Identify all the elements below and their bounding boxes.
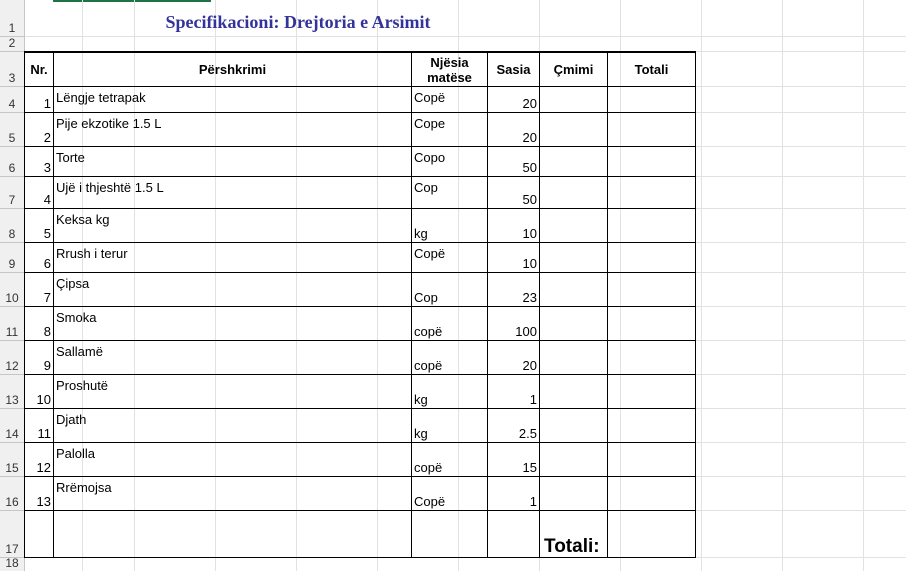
cell-nr[interactable]: 8 bbox=[43, 324, 51, 339]
cell-nr[interactable]: 2 bbox=[43, 130, 51, 145]
row-header-gridline bbox=[0, 340, 24, 341]
cell-unit[interactable]: copë bbox=[414, 324, 443, 339]
row-header-gridline bbox=[0, 272, 24, 273]
row-number[interactable]: 13 bbox=[5, 393, 19, 407]
row-number[interactable]: 2 bbox=[8, 36, 16, 50]
row-header-gridline bbox=[0, 408, 24, 409]
cell-unit[interactable]: Copë bbox=[414, 494, 446, 509]
row-number[interactable]: 3 bbox=[8, 71, 16, 85]
table-column-border bbox=[411, 51, 412, 557]
cell-quantity[interactable]: 1 bbox=[529, 392, 537, 407]
row-number[interactable]: 5 bbox=[8, 131, 16, 145]
cell-nr[interactable]: 11 bbox=[37, 426, 51, 441]
cell-quantity[interactable]: 100 bbox=[515, 324, 537, 339]
cell-quantity[interactable]: 20 bbox=[522, 130, 537, 145]
cell-description[interactable]: Smoka bbox=[56, 310, 97, 325]
cell-description[interactable]: Proshutë bbox=[56, 378, 109, 393]
cell-description[interactable]: Ujë i thjeshtë 1.5 L bbox=[56, 180, 164, 195]
cell-quantity[interactable]: 10 bbox=[522, 256, 537, 271]
row-header-gridline bbox=[0, 208, 24, 209]
table-row-border bbox=[24, 306, 696, 307]
row-header-gridline bbox=[0, 476, 24, 477]
sheet-title[interactable]: Specifikacioni: Drejtoria e Arsimit bbox=[165, 12, 431, 32]
row-number[interactable]: 10 bbox=[5, 291, 19, 305]
table-row-border bbox=[24, 476, 696, 477]
row-number[interactable]: 16 bbox=[5, 495, 19, 509]
cell-quantity[interactable]: 15 bbox=[522, 460, 537, 475]
table-top-border bbox=[24, 51, 696, 53]
cell-description[interactable]: Sallamë bbox=[56, 344, 103, 359]
row-number[interactable]: 17 bbox=[5, 542, 19, 556]
header-njesia-line1: Njësia bbox=[430, 55, 469, 70]
row-header-gridline bbox=[0, 306, 24, 307]
row-header-gridline bbox=[0, 510, 24, 511]
table-row-border bbox=[24, 408, 696, 409]
header-sasia[interactable]: Sasia bbox=[496, 62, 531, 77]
cell-nr[interactable]: 12 bbox=[36, 460, 51, 475]
cell-nr[interactable]: 1 bbox=[43, 96, 51, 111]
row-number[interactable]: 4 bbox=[8, 97, 16, 111]
row-header-gridline bbox=[0, 146, 24, 147]
gridline-v bbox=[701, 0, 702, 571]
cell-nr[interactable]: 4 bbox=[43, 192, 51, 207]
row-number[interactable]: 1 bbox=[8, 21, 16, 35]
row-number[interactable]: 8 bbox=[8, 227, 16, 241]
header-totali[interactable]: Totali bbox=[634, 62, 669, 77]
cell-nr[interactable]: 7 bbox=[43, 290, 51, 305]
cell-description[interactable]: Rrush i terur bbox=[56, 246, 128, 261]
table-row-border bbox=[24, 242, 696, 243]
cell-unit[interactable]: Cope bbox=[414, 116, 446, 131]
table-row-border bbox=[24, 374, 696, 375]
cell-nr[interactable]: 6 bbox=[43, 256, 51, 271]
row-header-gridline bbox=[0, 176, 24, 177]
cell-nr[interactable]: 9 bbox=[43, 358, 51, 373]
cell-quantity[interactable]: 23 bbox=[522, 290, 537, 305]
table-row-border bbox=[24, 442, 696, 443]
cell-unit[interactable]: copë bbox=[414, 358, 443, 373]
row-number[interactable]: 18 bbox=[5, 556, 19, 570]
cell-description[interactable]: Pije ekzotike 1.5 L bbox=[56, 116, 162, 131]
cell-unit[interactable]: Copo bbox=[414, 150, 446, 165]
cell-quantity[interactable]: 20 bbox=[522, 358, 537, 373]
cell-nr[interactable]: 13 bbox=[36, 494, 51, 509]
cell-nr[interactable]: 10 bbox=[36, 392, 51, 407]
header-njesia-matese[interactable] bbox=[412, 55, 487, 85]
gridline-v bbox=[863, 0, 864, 571]
cell-unit[interactable]: Copë bbox=[414, 246, 446, 261]
cell-unit[interactable]: Cop bbox=[414, 180, 438, 195]
cell-description[interactable]: Keksa kg bbox=[56, 212, 110, 227]
cell-unit[interactable]: kg bbox=[414, 392, 428, 407]
row-header-gridline bbox=[0, 112, 24, 113]
cell-unit[interactable]: kg bbox=[414, 426, 428, 441]
table-row-border bbox=[24, 146, 696, 147]
table-row-border bbox=[24, 208, 696, 209]
header-nr[interactable]: Nr. bbox=[30, 62, 48, 77]
table-row-border bbox=[24, 510, 696, 511]
row-number[interactable]: 15 bbox=[5, 461, 19, 475]
row-header-gridline bbox=[0, 86, 24, 87]
table-row-border bbox=[24, 112, 696, 113]
cell-description[interactable]: Djath bbox=[56, 412, 87, 427]
cell-unit[interactable]: Copë bbox=[414, 90, 446, 105]
row-number[interactable]: 9 bbox=[8, 257, 16, 271]
cell-nr[interactable]: 3 bbox=[43, 160, 51, 175]
row-number[interactable]: 11 bbox=[5, 325, 19, 339]
row-header-gridline bbox=[0, 374, 24, 375]
row-header-gridline bbox=[0, 51, 24, 52]
cell-description[interactable]: Çipsa bbox=[56, 276, 90, 291]
row-header-gridline bbox=[0, 242, 24, 243]
table-row-border bbox=[24, 340, 696, 341]
table-column-border bbox=[24, 51, 25, 557]
row-number[interactable]: 7 bbox=[8, 193, 16, 207]
cell-nr[interactable]: 5 bbox=[43, 226, 51, 241]
table-column-border bbox=[695, 51, 696, 557]
gridline-h bbox=[0, 36, 906, 37]
table-row-border bbox=[24, 176, 696, 177]
table-row-border bbox=[24, 86, 696, 87]
table-column-border bbox=[53, 51, 54, 557]
table-column-border bbox=[607, 51, 608, 557]
row-number[interactable]: 6 bbox=[8, 161, 16, 175]
row-header-gridline bbox=[0, 442, 24, 443]
header-cmimi[interactable]: Çmimi bbox=[553, 62, 594, 77]
cell-quantity[interactable]: 50 bbox=[522, 192, 537, 207]
cell-description[interactable]: Lëngje tetrapak bbox=[56, 90, 146, 105]
gridline-v bbox=[782, 0, 783, 571]
cell-unit[interactable]: copë bbox=[414, 460, 443, 475]
row-number[interactable]: 12 bbox=[5, 359, 19, 373]
cell-unit[interactable]: Cop bbox=[414, 290, 438, 305]
cell-description[interactable]: Torte bbox=[56, 150, 85, 165]
total-label[interactable]: Totali: bbox=[544, 536, 600, 557]
cell-quantity[interactable]: 2.5 bbox=[518, 426, 537, 441]
table-row-border bbox=[24, 272, 696, 273]
cell-unit[interactable]: kg bbox=[414, 226, 428, 241]
cell-description[interactable]: Rrëmojsa bbox=[56, 480, 112, 495]
cell-quantity[interactable]: 10 bbox=[522, 226, 537, 241]
cell-quantity[interactable]: 1 bbox=[529, 494, 537, 509]
row-number[interactable]: 14 bbox=[5, 427, 19, 441]
table-column-border bbox=[487, 51, 488, 557]
selected-cell-indicator bbox=[53, 0, 211, 2]
header-pershkrimi[interactable]: Përshkrimi bbox=[198, 62, 267, 77]
table-column-border bbox=[539, 51, 540, 557]
cell-quantity[interactable]: 20 bbox=[522, 96, 537, 111]
cell-description[interactable]: Palolla bbox=[56, 446, 96, 461]
cell-quantity[interactable]: 50 bbox=[522, 160, 537, 175]
header-njesia-line2: matëse bbox=[427, 70, 472, 85]
